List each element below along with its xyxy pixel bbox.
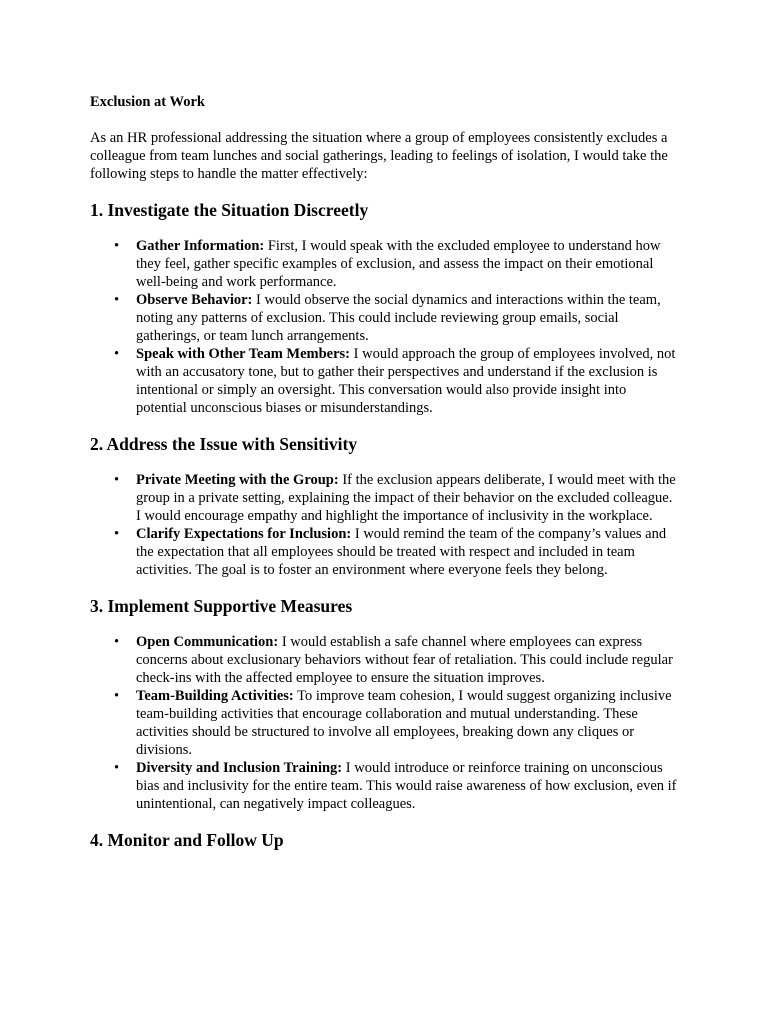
section-heading: 1. Investigate the Situation Discreetly <box>90 200 369 220</box>
section-4 <box>90 829 680 851</box>
section-3 <box>90 595 680 813</box>
bullet-icon: • <box>114 526 120 542</box>
list-item-text: If the exclusion appears deliberate, I would meet with the group in a private setting, explaining the impact of their behavior on the excluded colleague. I would encourage empathy and highlight the importance of inclusivity in the workplace. <box>136 472 676 524</box>
list-item-label: Speak with Other Team Members: <box>136 346 351 362</box>
section-heading: 3. Implement Supportive Measures <box>90 596 353 616</box>
list-item-label: Open Communication: <box>136 634 279 650</box>
list-item-text: I would introduce or reinforce training on unconscious bias and inclusivity for the entire team. This would raise awareness of how exclusion, even if unintentional, can negatively impact colleagues. <box>136 760 677 812</box>
bullet-icon: • <box>114 292 120 308</box>
section-list <box>90 633 680 813</box>
section-1 <box>90 199 680 417</box>
section-list <box>90 237 680 417</box>
list-item <box>90 345 680 417</box>
bullet-icon: • <box>114 346 120 362</box>
list-item-text: I would observe the social dynamics and interactions within the team, noting any patterns of exclusion. This could include reviewing group emails, social gatherings, or team lunch arrangements. <box>136 292 661 344</box>
list-item <box>90 291 680 345</box>
document-page <box>90 93 680 867</box>
list-item-text: First, I would speak with the excluded employee to understand how they feel, gather specific examples of exclusion, and assess the impact on their emotional well-being and work performance. <box>136 238 661 290</box>
list-item <box>90 759 680 813</box>
list-item-label: Observe Behavior: <box>136 292 253 308</box>
bullet-icon: • <box>114 688 120 704</box>
section-heading: 4. Monitor and Follow Up <box>90 830 284 850</box>
list-item <box>90 633 680 687</box>
list-item <box>90 525 680 579</box>
section-2 <box>90 433 680 579</box>
list-item-text: I would establish a safe channel where employees can express concerns about exclusionary behaviors without fear of retaliation. This could include regular check-ins with the affected employee to ensure the situation improves. <box>136 634 673 686</box>
list-item-label: Gather Information: <box>136 238 265 254</box>
list-item <box>90 237 680 291</box>
list-item-label: Team-Building Activities: <box>136 688 294 704</box>
list-item <box>90 471 680 525</box>
list-item <box>90 687 680 759</box>
list-item-text: I would remind the team of the company’s values and the expectation that all employees should be treated with respect and included in team activities. The goal is to foster an environment where everyone feels they belong. <box>136 526 667 578</box>
intro-paragraph: As an HR professional addressing the situation where a group of employees consistently excludes a colleague from team lunches and social gatherings, leading to feelings of isolation, I would take the following steps to handle the matter effectively: <box>90 130 668 182</box>
bullet-icon: • <box>114 472 120 488</box>
list-item-label: Private Meeting with the Group: <box>136 472 339 488</box>
section-heading: 2. Address the Issue with Sensitivity <box>90 434 358 454</box>
list-item-label: Diversity and Inclusion Training: <box>136 760 343 776</box>
bullet-icon: • <box>114 634 120 650</box>
list-item-text: To improve team cohesion, I would suggest organizing inclusive team-building activities that encourage collaboration and mutual understanding. These activities should be structured to involve all employees, breaking down any cliques or divisions. <box>136 688 672 758</box>
list-item-text: I would approach the group of employees involved, not with an accusatory tone, but to gather their perspectives and understand if the exclusion is intentional or simply an oversight. This conversation would also provide insight into potential unconscious biases or misunderstandings. <box>136 346 676 416</box>
list-item-label: Clarify Expectations for Inclusion: <box>136 526 352 542</box>
bullet-icon: • <box>114 760 120 776</box>
document-title: Exclusion at Work <box>90 94 205 110</box>
section-list <box>90 471 680 579</box>
bullet-icon: • <box>114 238 120 254</box>
